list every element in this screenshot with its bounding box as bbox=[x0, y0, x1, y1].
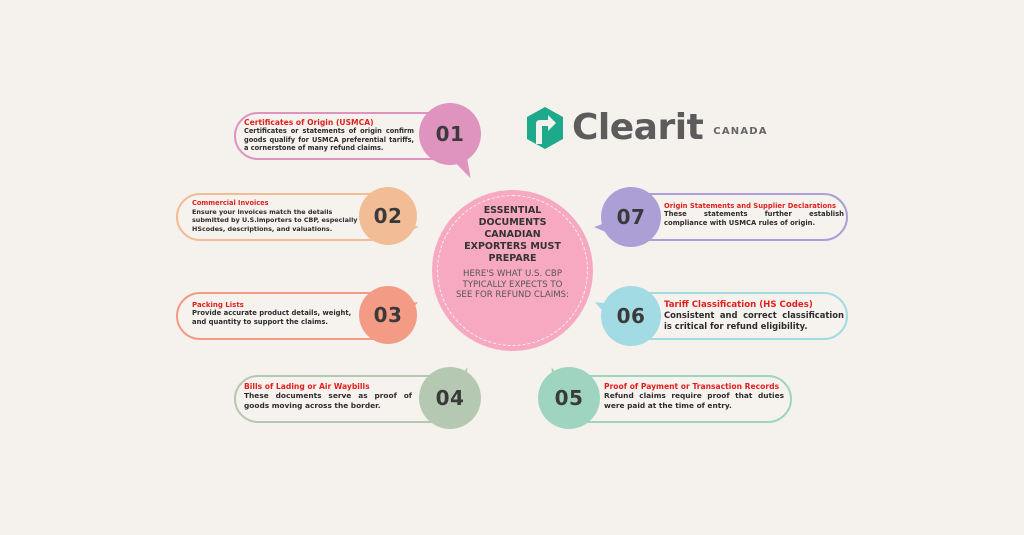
card-01-body: Certificates or statements of origin confirm goods qualify for USMCA preferential tariffs, a cornerstone of many refund claims. bbox=[244, 127, 414, 153]
badge-04: 04 bbox=[419, 367, 481, 429]
card-03-title: Packing Lists bbox=[192, 301, 244, 309]
card-04-text bbox=[244, 382, 412, 410]
badge-05: 05 bbox=[538, 367, 600, 429]
brand-subtitle: CANADA bbox=[713, 125, 768, 137]
card-02-title: Commercial Invoices bbox=[192, 199, 269, 207]
badge-01: 01 bbox=[419, 103, 481, 165]
card-07-text bbox=[664, 202, 844, 228]
card-06-title: Tariff Classification (HS Codes) bbox=[664, 300, 813, 310]
clearit-logo bbox=[526, 104, 768, 152]
card-03-body: Provide accurate product details, weight, and quantity to support the claims. bbox=[192, 309, 352, 327]
brand-wordmark: Clearit bbox=[572, 107, 704, 148]
card-05-title: Proof of Payment or Transaction Records bbox=[604, 382, 780, 391]
card-01-text bbox=[244, 118, 414, 153]
card-01-title: Certificates of Origin (USMCA) bbox=[244, 118, 374, 127]
card-07-body: These statements further establish compliance with USMCA rules of origin. bbox=[664, 210, 844, 227]
badge-07: 07 bbox=[601, 187, 661, 247]
card-02-text bbox=[192, 200, 362, 233]
teal-hexagon-arrow-icon bbox=[526, 106, 564, 150]
badge-03: 03 bbox=[359, 286, 417, 344]
card-05-text bbox=[604, 382, 784, 410]
center-title: ESSENTIAL DOCUMENTS CANADIAN EXPORTERS MUST PREPARE bbox=[464, 205, 561, 264]
badge-02: 02 bbox=[359, 187, 417, 245]
badge-06: 06 bbox=[601, 286, 661, 346]
center-circle bbox=[432, 190, 593, 351]
card-06-text bbox=[664, 300, 844, 332]
card-06-body: Consistent and correct classification is critical for refund eligibility. bbox=[664, 310, 844, 332]
center-subtitle: HERE'S WHAT U.S. CBP TYPICALLY EXPECTS TO SEE FOR REFUND CLAIMS: bbox=[455, 269, 570, 301]
card-03-text bbox=[192, 301, 362, 327]
card-07-title: Origin Statements and Supplier Declarations bbox=[664, 202, 837, 210]
card-04-body: These documents serve as proof of goods moving across the border. bbox=[244, 391, 412, 410]
card-02-body: Ensure your invoices match the details submitted by U.S.importers to CBP, especially HScodes, descriptions, and valuations. bbox=[192, 207, 358, 233]
card-04-title: Bills of Lading or Air Waybills bbox=[244, 382, 370, 391]
card-05-body: Refund claims require proof that duties were paid at the time of entry. bbox=[604, 391, 784, 410]
